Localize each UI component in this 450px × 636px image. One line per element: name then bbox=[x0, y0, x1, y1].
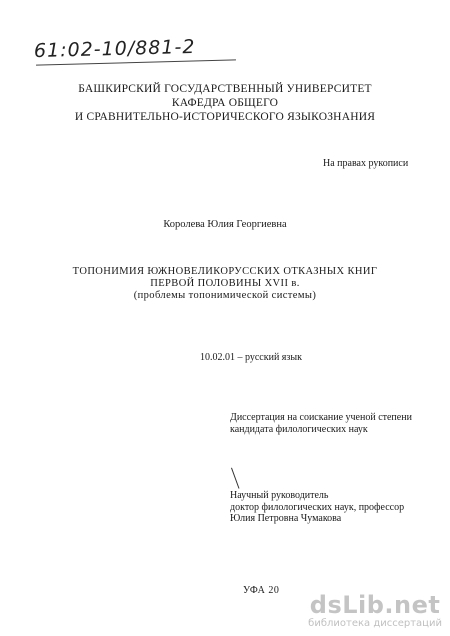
author-name: Королева Юлия Георгиевна bbox=[163, 219, 287, 230]
city-year: УФА 20 bbox=[243, 585, 280, 596]
watermark bbox=[308, 592, 442, 630]
rights-note: На правах рукописи bbox=[323, 158, 409, 169]
university-header bbox=[0, 82, 450, 124]
degree-line-2: кандидата филологических наук bbox=[230, 424, 368, 435]
university-line-1: БАШКИРСКИЙ ГОСУДАРСТВЕННЫЙ УНИВЕРСИТЕТ bbox=[78, 83, 372, 95]
advisor-line-3: Юлия Петровна Чумакова bbox=[230, 513, 342, 524]
advisor-block bbox=[230, 490, 404, 525]
watermark-tagline: библиотека диссертаций bbox=[308, 618, 442, 629]
university-line-3: И СРАВНИТЕЛЬНО-ИСТОРИЧЕСКОГО ЯЗЫКОЗНАНИЯ bbox=[74, 111, 376, 123]
advisor-line-1: Научный руководитель bbox=[230, 490, 329, 501]
degree-statement bbox=[230, 412, 412, 436]
university-line-2: КАФЕДРА ОБЩЕГО bbox=[171, 97, 279, 109]
title-subtitle: (проблемы топонимической системы) bbox=[133, 290, 317, 301]
specialty-code: 10.02.01 – русский язык bbox=[200, 352, 302, 363]
dissertation-title bbox=[0, 266, 450, 302]
title-line-2: ПЕРВОЙ ПОЛОВИНЫ XVII в. bbox=[150, 278, 300, 289]
degree-line-1: Диссертация на соискание ученой степени bbox=[230, 412, 412, 423]
pen-mark bbox=[231, 468, 239, 489]
handwritten-code: 61:02-10/881-2 bbox=[33, 35, 196, 63]
advisor-line-2: доктор филологических наук, профессор bbox=[230, 501, 405, 513]
title-line-1: ТОПОНИМИЯ ЮЖНОВЕЛИКОРУССКИХ ОТКАЗНЫХ КНИГ bbox=[72, 266, 378, 277]
watermark-logo: dsLib.net bbox=[309, 591, 441, 619]
